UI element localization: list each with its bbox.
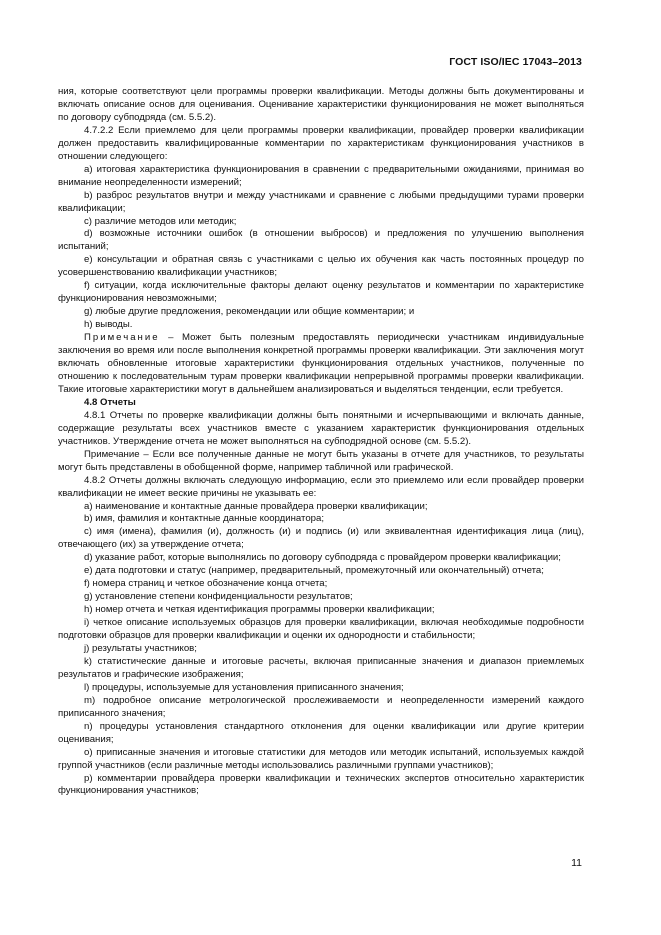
list-item: g) любые другие предложения, рекомендации или общие комментарии; и	[84, 306, 415, 318]
note-paragraph	[58, 332, 584, 397]
standard-code-header: ГОСТ ISO/IEC 17043–2013	[449, 56, 582, 68]
list-item: g) установление степени конфиденциальности результатов;	[84, 591, 353, 603]
note-paragraph: Примечание – Если все полученные данные не могут быть указаны в отчете для участников, то результаты могут быть представлены в обобщенной форме, например табличной или графической.	[58, 448, 584, 473]
paragraph: 4.8.2 Отчеты должны включать следующую информацию, если это приемлемо или если провайдер проверки квалификации не имеет веские причины не указывать ее:	[58, 474, 584, 499]
list-item: i) четкое описание используемых образцов для проверки квалификации, включая необходимые подробности подготовки образцов для проверки квалификации и оценки их однородности и стабильности;	[58, 617, 584, 642]
list-item: e) дата подготовки и статус (например, предварительный, промежуточный или окончательный) отчета;	[84, 565, 544, 577]
list-item: j) результаты участников;	[84, 642, 197, 654]
list-item: a) наименование и контактные данные провайдера проверки квалификации;	[84, 500, 428, 512]
section-heading: 4.8 Отчеты	[84, 396, 136, 408]
list-item: k) статистические данные и итоговые расчеты, включая приписанные значения и диапазон приемлемых результатов и графические изображения;	[58, 655, 584, 680]
list-item: c) имя (имена), фамилия (и), должность (и) и подпись (и) или эквивалентная идентификация лица (лиц), отвечающего (их) за утверждение отчета;	[58, 526, 584, 551]
list-item: n) процедуры установления стандартного отклонения для оценки квалификации или другие критерии оценивания;	[58, 720, 584, 745]
list-item: m) подробное описание метрологической прослеживаемости и неопределенности измерений каждого приписанного значения;	[58, 694, 584, 719]
list-item: c) различие методов или методик;	[84, 215, 237, 227]
list-item: f) номера страниц и четкое обозначение конца отчета;	[84, 578, 328, 590]
list-item: h) выводы.	[84, 319, 133, 331]
list-item: e) консультации и обратная связь с участниками с целью их обучения как часть постоянных процедур по усовершенствованию квалификации участников;	[58, 254, 584, 279]
list-item: d) указание работ, которые выполнялись по договору субподряда с провайдером проверки квалификации;	[84, 552, 561, 564]
list-item: d) возможные источники ошибок (в отношении выбросов) и предложения по улучшению выполнения испытаний;	[58, 228, 584, 253]
list-item: o) приписанные значения и итоговые статистики для методов или методик испытаний, используемых каждой группой участников (если различные методы использовались различными группами участников);	[58, 746, 584, 771]
paragraph: 4.8.1 Отчеты по проверке квалификации должны быть понятными и исчерпывающими и включать данные, содержащие результаты всех участников вместе с указанием характеристик функционирования отдельных участников. Утверждение отчета не может выполняться на субподрядной основе (см. 5.5.2).	[58, 409, 584, 447]
list-item: b) имя, фамилия и контактные данные координатора;	[84, 513, 325, 525]
page-number: 11	[571, 857, 582, 869]
list-item: b) разброс результатов внутри и между участниками и сравнение с любыми предыдущими турами проверки квалификации;	[58, 189, 584, 214]
note-text: – Может быть полезным предоставлять периодически участникам индивидуальные заключения во время или после выполнения конкретной программы проверки квалификации. Эти заключения могут включать обновленные итоговые характеристики функционирования отдельных участников, полученные по отношению к последовательным турам проверки квалификации непрерывной программы проверки квалификации. Такие итоговые характеристики могут в дальнейшем анализироваться и выделяться тенденции, если требуется.	[58, 332, 584, 395]
list-item: f) ситуации, когда исключительные факторы делают оценку результатов и комментарии по характеристике функционирования невозможными;	[58, 280, 584, 305]
paragraph: ния, которые соответствуют цели программы проверки квалификации. Методы должны быть документированы и включать описание основ для оценивания. Оценивание характеристики функционирования не может выполняться по договору субподряда (см. 5.5.2).	[58, 86, 584, 123]
list-item: p) комментарии провайдера проверки квалификации и технических экспертов относительно характеристик функционирования участников;	[58, 772, 584, 797]
paragraph: 4.7.2.2 Если приемлемо для цели программы проверки квалификации, провайдер проверки квалификации должен предоставить квалифицированные комментарии по характеристикам функционирования участников в отношении следующего:	[58, 124, 584, 162]
list-item: a) итоговая характеристика функционирования в сравнении с предварительными ожиданиями, принимая во внимание неопределенности измерений;	[58, 163, 584, 188]
body-text	[58, 86, 584, 798]
list-item: h) номер отчета и четкая идентификация программы проверки квалификации;	[84, 604, 435, 616]
note-label: Примечание	[84, 332, 160, 344]
list-item: l) процедуры, используемые для установления приписанного значения;	[84, 681, 404, 693]
